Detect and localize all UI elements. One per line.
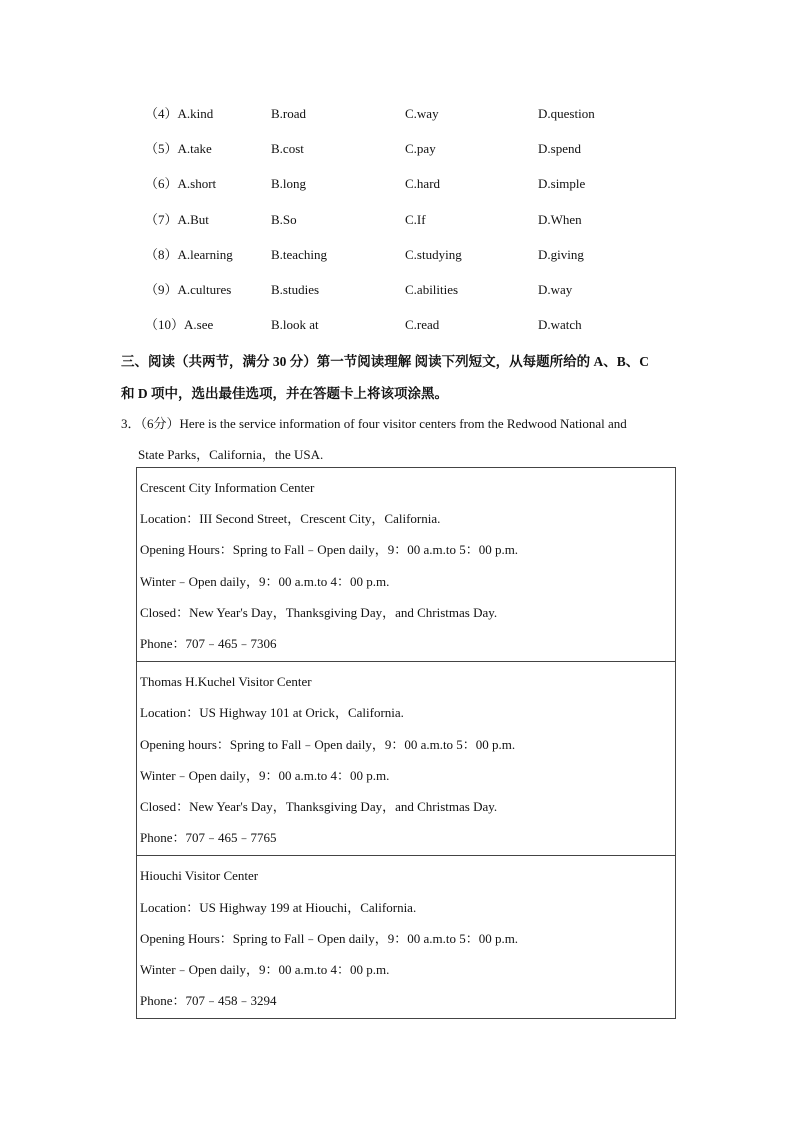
answer-options-list [145, 104, 705, 350]
option-b: B.teaching [271, 246, 327, 262]
option-a: （5）A.take [145, 141, 212, 157]
center-closed: Closed：New Year's Day，Thanksgiving Day，and Christmas Day. [140, 799, 498, 815]
option-row-7 [145, 210, 705, 245]
center-hours: Opening Hours：Spring to Fall﹣Open daily，9：00 a.m.to 5：00 p.m. [140, 542, 519, 558]
center-phone: Phone：707﹣458﹣3294 [140, 993, 277, 1009]
option-row-6 [145, 174, 705, 209]
center-winter-hours: Winter﹣Open daily，9：00 a.m.to 4：00 p.m. [140, 962, 390, 978]
option-d: D.spend [538, 141, 581, 157]
option-b: B.So [271, 211, 297, 227]
option-d: D.simple [538, 176, 586, 192]
option-a: （8）A.learning [145, 246, 233, 262]
option-a: （6）A.short [145, 176, 217, 192]
center-location: Location：US Highway 199 at Hiouchi，California. [140, 899, 417, 915]
option-b: B.cost [271, 141, 304, 157]
option-d: D.When [538, 211, 582, 227]
option-c: C.way [405, 106, 439, 121]
center-name: Hiouchi Visitor Center [140, 868, 259, 884]
option-b: B.long [271, 176, 307, 192]
option-c: C.studying [405, 246, 462, 262]
center-hours: Opening Hours：Spring to Fall﹣Open daily，9：00 a.m.to 5：00 p.m. [140, 930, 519, 946]
center-closed: Closed：New Year's Day，Thanksgiving Day，and Christmas Day. [140, 604, 498, 620]
center-thomas-kuchel [137, 661, 675, 855]
option-c: C.pay [405, 141, 436, 157]
option-row-8 [145, 245, 705, 280]
question-stem-line-2: State Parks，California，the USA. [138, 447, 324, 462]
center-winter-hours: Winter﹣Open daily，9：00 a.m.to 4：00 p.m. [140, 573, 390, 589]
option-b: B.road [271, 106, 307, 121]
option-a: （7）A.But [145, 211, 209, 227]
center-crescent-city [137, 468, 675, 661]
option-d: D.way [538, 281, 573, 297]
option-c: C.read [405, 317, 440, 333]
center-location: Location：US Highway 101 at Orick，California. [140, 705, 404, 721]
option-d: D.question [538, 106, 595, 121]
option-a: （9）A.cultures [145, 281, 232, 297]
section-heading [121, 346, 681, 410]
option-row-5 [145, 139, 705, 174]
section-heading-line-2: 和 D 项中，选出最佳选项，并在答题卡上将该项涂黑。 [121, 386, 448, 401]
center-phone: Phone：707﹣465﹣7306 [140, 636, 277, 652]
visitor-center-table [136, 467, 676, 1019]
option-c: C.abilities [405, 281, 459, 297]
option-c: C.hard [405, 176, 441, 192]
center-name: Thomas H.Kuchel Visitor Center [140, 674, 312, 690]
center-winter-hours: Winter﹣Open daily，9：00 a.m.to 4：00 p.m. [140, 767, 390, 783]
option-d: D.giving [538, 246, 584, 262]
center-name: Crescent City Information Center [140, 480, 315, 495]
option-c: C.If [405, 211, 426, 227]
question-3-stem [121, 408, 681, 470]
question-stem-line-1: 3．（6分）Here is the service information of four visitor centers from the Redwood National and [121, 416, 627, 431]
option-a: （10）A.see [145, 317, 214, 333]
option-row-9 [145, 280, 705, 315]
section-heading-line-1: 三、阅读（共两节，满分 30 分）第一节阅读理解 阅读下列短文，从每题所给的 A、B、C [121, 354, 650, 369]
center-location: Location：III Second Street，Crescent City，California. [140, 511, 441, 527]
option-b: B.look at [271, 317, 319, 333]
center-hours: Opening hours：Spring to Fall﹣Open daily，9：00 a.m.to 5：00 p.m. [140, 736, 516, 752]
center-phone: Phone：707﹣465﹣7765 [140, 830, 277, 846]
center-hiouchi [137, 855, 675, 1018]
option-d: D.watch [538, 317, 582, 333]
option-row-4 [145, 104, 705, 139]
option-a: （4）A.kind [145, 106, 214, 121]
option-b: B.studies [271, 281, 320, 297]
